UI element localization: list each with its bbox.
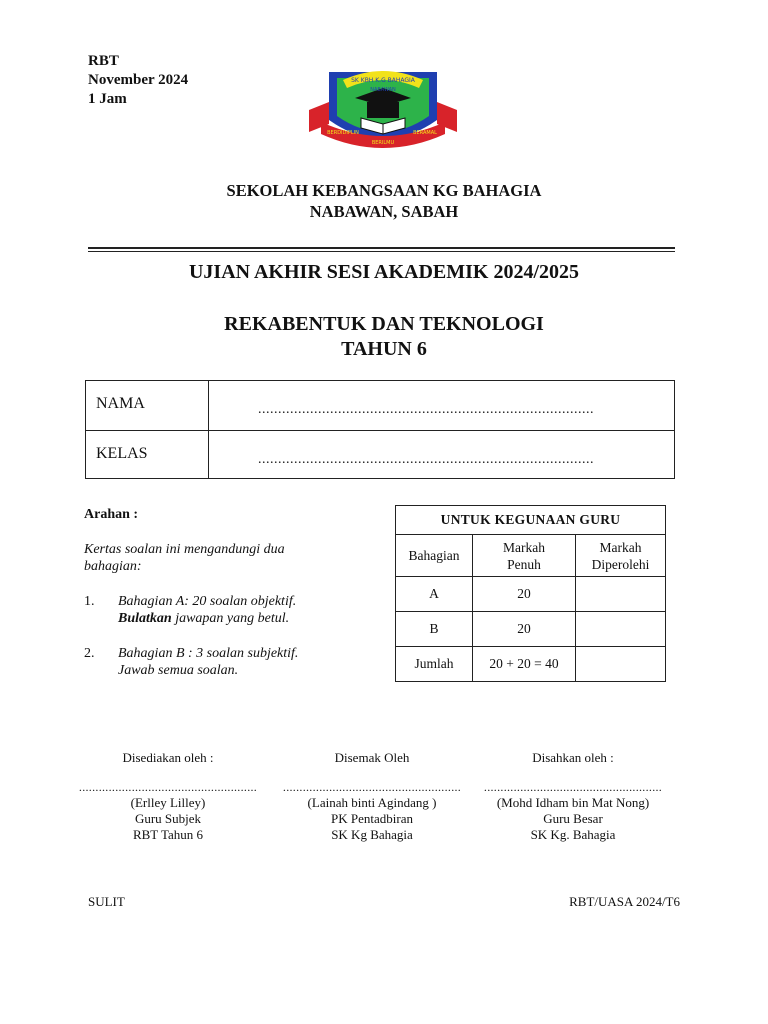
teacher-use-table (395, 505, 666, 682)
col-full-marks-line-1: Markah (503, 539, 545, 555)
item-1-bold: Bulatkan (118, 611, 172, 626)
exam-title: UJIAN AKHIR SESI AKADEMIK 2024/2025 (188, 261, 580, 283)
exam-year: TAHUN 6 (341, 338, 427, 360)
name-field[interactable]: .................................................................................... (258, 402, 594, 417)
item-1-line-1: Bahagian A: 20 soalan objektif. (118, 594, 297, 609)
divider-thin (88, 251, 675, 252)
approved-org: SK Kg. Bahagia (530, 827, 616, 842)
checked-name: (Lainah binti Agindang ) (307, 795, 437, 810)
class-field[interactable]: .................................................................................... (258, 452, 594, 467)
prepared-org: RBT Tahun 6 (132, 827, 204, 842)
approved-signature-line: ...................................................... (483, 780, 663, 794)
row-a-section: A (396, 577, 473, 612)
footer-classification: SULIT (88, 894, 125, 909)
divider-thick (88, 247, 675, 249)
item-1-number: 1. (84, 594, 95, 609)
exam-duration: 1 Jam (88, 91, 127, 107)
checked-label: Disemak Oleh (334, 750, 410, 765)
school-location: NABAWAN, SABAH (309, 202, 459, 221)
teacher-table-title: UNTUK KEGUNAAN GURU (396, 506, 666, 535)
logo-ribbon-right: BERAMAL (413, 130, 437, 136)
row-a-obtained[interactable] (576, 577, 666, 612)
logo-top-text: SK KBH K.G BAHAGIA (351, 77, 415, 84)
table-row (396, 612, 666, 647)
col-section-header: Bahagian (396, 535, 473, 577)
exam-subject: REKABENTUK DAN TEKNOLOGI (224, 313, 544, 335)
name-label: NAMA (96, 395, 145, 412)
school-logo (307, 58, 459, 158)
class-row (86, 430, 674, 480)
item-1-rest: jawapan yang betul. (171, 611, 290, 626)
item-2-line-1: Bahagian B : 3 soalan subjektif. (118, 646, 299, 661)
signature-prepared (58, 750, 278, 843)
intro-line-2: bahagian: (84, 559, 142, 574)
prepared-name: (Erlley Lilley) (130, 795, 206, 810)
item-2-line-2: Jawab semua soalan. (118, 663, 239, 678)
row-b-obtained[interactable] (576, 612, 666, 647)
checked-signature-line: ...................................................... (282, 780, 462, 794)
intro-line-1: Kertas soalan ini mengandungi dua (84, 542, 285, 557)
col-full-marks-header (473, 535, 576, 577)
instruction-item-2 (84, 645, 384, 685)
exam-date: November 2024 (88, 72, 189, 88)
prepared-role: Guru Subjek (134, 811, 202, 826)
class-label: KELAS (96, 445, 148, 462)
row-b-section: B (396, 612, 473, 647)
row-total-section: Jumlah (396, 647, 473, 682)
prepared-signature-line: ...................................................... (78, 780, 258, 794)
row-a-full: 20 (473, 577, 576, 612)
col-obtained-header (576, 535, 666, 577)
instructions-intro (84, 541, 384, 575)
checked-role: PK Pentadbiran (331, 811, 413, 826)
table-row (396, 577, 666, 612)
school-name: SEKOLAH KEBANGSAAN KG BAHAGIA (226, 181, 542, 200)
footer-code: RBT/UASA 2024/T6 (569, 894, 680, 909)
logo-ribbon-left: BERDIDIPLIN (327, 130, 359, 136)
logo-sub-text: NABAWAN (370, 87, 396, 93)
col-full-marks-line-2: Penuh (507, 556, 541, 572)
exam-meta (88, 52, 188, 109)
instructions-heading: Arahan : (84, 507, 139, 522)
checked-org: SK Kg Bahagia (331, 827, 413, 842)
subject-code: RBT (88, 53, 119, 69)
student-info-box (85, 380, 675, 479)
row-total-obtained[interactable] (576, 647, 666, 682)
school-crest-icon (307, 58, 459, 158)
table-row (396, 647, 666, 682)
instruction-item-1 (84, 593, 384, 633)
signature-checked (262, 750, 482, 843)
item-2-number: 2. (84, 646, 95, 661)
col-obtained-line-1: Markah (599, 539, 642, 555)
approved-label: Disahkan oleh : (532, 750, 614, 765)
approved-role: Guru Besar (543, 811, 603, 826)
row-total-full: 20 + 20 = 40 (473, 647, 576, 682)
signature-approved (463, 750, 683, 843)
name-row (86, 381, 674, 430)
col-obtained-line-2: Diperolehi (591, 556, 650, 572)
prepared-label: Disediakan oleh : (122, 750, 214, 765)
row-b-full: 20 (473, 612, 576, 647)
logo-ribbon-mid: BERILMU (371, 140, 395, 146)
approved-name: (Mohd Idham bin Mat Nong) (496, 795, 650, 810)
